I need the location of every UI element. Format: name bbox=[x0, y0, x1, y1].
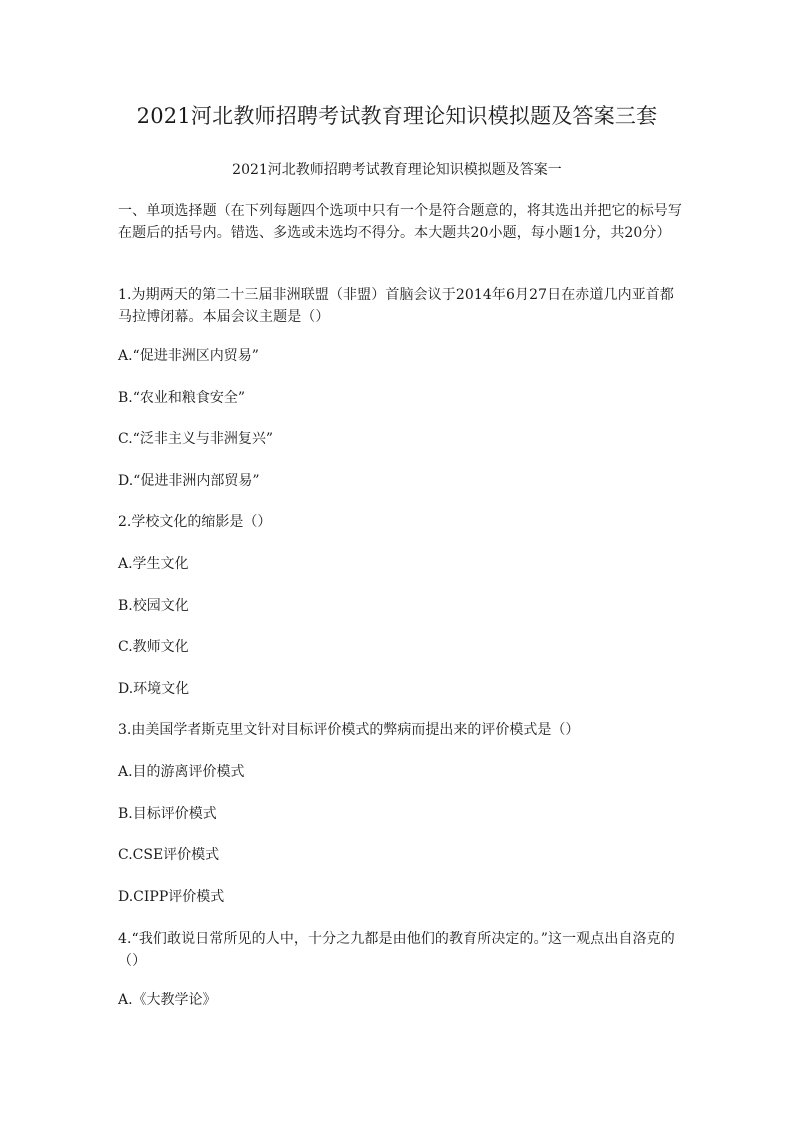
document-subtitle: 2021河北教师招聘考试教育理论知识模拟题及答案一 bbox=[232, 162, 562, 178]
question-3-option-d: D.CIPP评价模式 bbox=[118, 889, 225, 905]
question-3-option-c: C.CSE评价模式 bbox=[118, 847, 220, 863]
question-2-option-c: C.教师文化 bbox=[118, 639, 189, 655]
section-intro: 一、单项选择题（在下列每题四个选项中只有一个是符合题意的，将其选出并把它的标号写在题后的括号内。错选、多选或未选均不得分。本大题共20小题，每小题1分，共20分） bbox=[118, 203, 682, 241]
question-1-option-a: A.“促进非洲区内贸易” bbox=[118, 348, 259, 364]
question-stem-2: 2.学校文化的缩影是（） bbox=[118, 514, 272, 530]
question-2-option-b: B.校园文化 bbox=[118, 598, 189, 614]
question-1-option-b: B.“农业和粮食安全” bbox=[118, 390, 246, 406]
question-1-option-c: C.“泛非主义与非洲复兴” bbox=[118, 431, 273, 447]
question-stem-1: 1.为期两天的第二十三届非洲联盟（非盟）首脑会议于2014年6月27日在赤道几内亚首都马拉博闭幕。本届会议主题是（） bbox=[118, 287, 675, 325]
question-4-option-a: A.《大教学论》 bbox=[118, 992, 217, 1008]
question-3-option-a: A.目的游离评价模式 bbox=[118, 764, 245, 780]
question-1-option-d: D.“促进非洲内部贸易” bbox=[118, 473, 260, 489]
document-title: 2021河北教师招聘考试教育理论知识模拟题及答案三套 bbox=[136, 104, 658, 128]
question-3-option-b: B.目标评价模式 bbox=[118, 806, 217, 822]
question-stem-4: 4.“我们敢说日常所见的人中，十分之九都是由他们的教育所决定的。”这一观点出自洛克的（） bbox=[118, 931, 675, 969]
question-2-option-d: D.环境文化 bbox=[118, 681, 190, 697]
question-2-option-a: A.学生文化 bbox=[118, 556, 189, 572]
question-stem-3: 3.由美国学者斯克里文针对目标评价模式的弊病而提出来的评价模式是（） bbox=[118, 722, 580, 738]
